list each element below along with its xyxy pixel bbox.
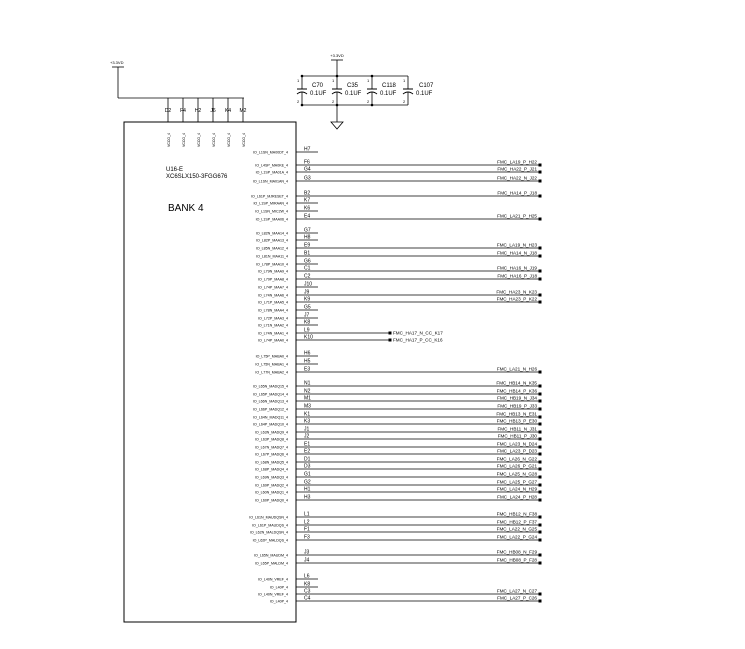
- capacitor-ref: C70: [312, 83, 324, 89]
- pin-ball: K6: [304, 205, 311, 212]
- net-label: FMC_HB13_P_E30: [496, 418, 537, 424]
- capacitor: [297, 75, 327, 107]
- net-label: FMC_LA24_P_H28: [497, 494, 537, 500]
- pin-name: IO_L67N_MADQ7_4: [254, 445, 288, 450]
- net-label: FMC_HB14_N_K35: [496, 380, 537, 386]
- pin-name: IO_L77N_MABA2_4: [255, 370, 288, 375]
- capacitor-ref: C118: [382, 83, 396, 89]
- net-label: FMC_HB08_P_F28: [496, 557, 537, 563]
- io-pin: [255, 558, 542, 566]
- pin-name: IO_L72P_MAA3_4: [258, 316, 288, 321]
- pin-ball: L2: [304, 519, 310, 526]
- vcco-pin-group: [165, 98, 247, 147]
- net-label: FMC_HB12_P_F37: [496, 519, 537, 525]
- pin-name: IO_L68N_MADQ5_4: [254, 460, 288, 465]
- pin-name: IO_L78P_MAA10_4: [256, 262, 288, 267]
- net-label: FMC_LA21_P_H25: [497, 213, 537, 219]
- pin-ball: K9: [304, 296, 311, 303]
- pin-ball: L6: [304, 573, 310, 580]
- chip-part: XC6SLX150-3FGG676: [166, 174, 228, 180]
- pin-ball: E4: [304, 213, 311, 220]
- net-label: FMC_LA19_P_H22: [497, 159, 537, 165]
- io-pin: [258, 320, 318, 328]
- io-pin: [255, 472, 542, 480]
- net-label: FMC_LA27_P_C26: [497, 595, 537, 601]
- io-pin: [255, 487, 542, 495]
- pin-name: IO_L64P_MADQ10_4: [253, 422, 288, 427]
- net-label: FMC_LA21_N_H26: [496, 366, 537, 372]
- pin-name: IO_L75N_MABA1_4: [255, 362, 288, 367]
- pin-name: IO_L71P_MAA5_4: [258, 300, 288, 305]
- vcco-ball: F4: [180, 108, 186, 114]
- pin-name: IO_L79P_MAA8_4: [258, 277, 288, 282]
- pin-ball: K7: [304, 197, 311, 204]
- io-pin: [255, 367, 541, 375]
- pin-ball: D1: [304, 456, 311, 463]
- pin-ball: D3: [304, 463, 311, 470]
- vcco-ball: H2: [194, 108, 202, 114]
- pin-ball: K3: [304, 418, 311, 425]
- net-label: FMC_HB19_P_J33: [497, 403, 537, 409]
- vcco-pin: [210, 98, 216, 147]
- io-pin: [258, 274, 541, 282]
- pin-name: IO_L68P_MADQ4_4: [255, 467, 288, 472]
- vcco-pin: [225, 98, 231, 147]
- io-pin: [253, 147, 318, 155]
- pin-ball: M3: [304, 403, 311, 410]
- capacitor-ref: C35: [347, 83, 359, 89]
- net-label: FMC_HA23_N_K23: [496, 289, 537, 295]
- io-pin: [256, 214, 542, 222]
- pin-name: IO_L71N_MAA2_4: [257, 323, 288, 328]
- net-label: FMC_HA23_P_K22: [496, 296, 537, 302]
- io-pin: [256, 351, 318, 359]
- vcco-pin-name: VCCO_4: [227, 132, 231, 148]
- io-pin: [255, 449, 541, 457]
- io-pin: [255, 359, 318, 367]
- net-label: FMC_HA22_N_J22: [497, 175, 537, 181]
- io-pin: [255, 434, 541, 442]
- pin-name: IO_L81N_MAA11_4: [256, 254, 288, 259]
- capacitor: [367, 75, 397, 107]
- net-label: FMC_HB14_P_K36: [496, 388, 537, 394]
- io-pin: [256, 167, 542, 175]
- net-label: FMC_HA14_P_J18: [497, 190, 537, 196]
- pin-name: IO_L40N_VREF_4: [258, 577, 288, 582]
- pin-name: IO_L40P_4: [269, 585, 288, 590]
- net-label: FMC_HA22_P_J21: [497, 166, 537, 172]
- pin-name: IO_L62P_MALDQS_4: [252, 538, 288, 543]
- io-pin: [253, 198, 318, 206]
- pin-ball: K8: [304, 319, 311, 326]
- capacitor: [332, 75, 362, 107]
- pin-ball: K1: [304, 411, 311, 418]
- pin-ball: H1: [304, 486, 311, 493]
- chip-ref: U16-E: [166, 167, 184, 173]
- vcco-pin-name: VCCO_4: [242, 132, 246, 148]
- cap-supply-label: +3.3VD: [330, 53, 344, 58]
- pin-name: IO_L63N_MADQ9_4: [254, 430, 288, 435]
- net-label: FMC_LA26_N_G22: [496, 456, 537, 462]
- io-pin: [254, 550, 541, 558]
- pin-ball: B1: [304, 250, 311, 257]
- net-label: FMC_LA22_N_G25: [496, 526, 537, 532]
- capacitor-value: 0.1UF: [416, 91, 433, 97]
- pin-ball: C3: [304, 588, 311, 595]
- pin-ball: H8: [304, 234, 311, 241]
- net-label: FMC_HB12_N_F38: [496, 511, 537, 517]
- pin-name: IO_L1SN_MA00DT_4: [253, 150, 288, 155]
- pin-name: IO_L67P_MADQ6_4: [255, 452, 288, 457]
- io-pin: [249, 512, 541, 520]
- io-pin: [256, 251, 541, 259]
- pin-name: IO_L1SP_MAA06_4: [255, 217, 288, 222]
- pin-ball: H6: [304, 350, 311, 357]
- pin-name: IO_L65N_MAUDM_4: [254, 553, 288, 558]
- net-label: FMC_HA17_P_CC_K16: [393, 337, 443, 343]
- io-pin: [255, 206, 318, 214]
- pin-name: IO_L4SP_MA0KE_4: [255, 163, 288, 168]
- pin-ball: J2: [304, 433, 310, 440]
- io-pin: [258, 328, 443, 336]
- ground-icon: [331, 122, 343, 129]
- net-label: FMC_HA14_N_J18: [497, 250, 537, 256]
- capacitor-value: 0.1UF: [380, 91, 397, 97]
- pin-name: IO_L1SP_MIRAAN_4: [253, 201, 288, 206]
- net-label: FMC_HB08_N_F29: [496, 549, 537, 555]
- capacitor-pin-top: 1: [403, 78, 406, 83]
- net-label: FMC_HA16_P_J18: [497, 273, 537, 279]
- io-pin: [250, 527, 542, 535]
- net-label: FMC_HB13_N_E31: [496, 411, 537, 417]
- pin-ball: E2: [304, 448, 311, 455]
- pin-name: IO_L40N_VREF_4: [258, 592, 288, 597]
- pin-ball: C2: [304, 273, 311, 280]
- net-label: FMC_LA25_N_G28: [496, 471, 537, 477]
- net-label: FMC_LA22_P_G24: [496, 534, 537, 540]
- io-pin: [258, 574, 318, 582]
- pin-ball: E9: [304, 242, 311, 249]
- pin-ball: H3: [304, 494, 311, 501]
- pin-ball: F6: [304, 159, 310, 166]
- pin-name: IO_L61P_MJRESET_4: [251, 194, 288, 199]
- pin-ball: N1: [304, 380, 311, 387]
- pin-name: IO_L1SN_MIC2W_4: [255, 209, 288, 214]
- pin-ball: E1: [304, 441, 311, 448]
- io-pin: [258, 305, 318, 313]
- io-pin: [258, 297, 541, 305]
- pin-name: IO_L82N_MAA14_4: [255, 231, 288, 236]
- pin-ball: C1: [304, 265, 311, 272]
- pin-ball: G3: [304, 175, 311, 182]
- pin-ball: K10: [304, 334, 313, 341]
- pin-name: IO_L66N_MADQ13_4: [252, 399, 288, 404]
- io-pin: [270, 582, 318, 590]
- pin-name: IO_L75P_MABA0_4: [255, 354, 288, 359]
- vcco-pin: [240, 98, 247, 147]
- io-pin: [270, 596, 542, 604]
- net-label: FMC_LA26_P_G21: [496, 463, 537, 469]
- decoupling-capacitors: [297, 53, 434, 129]
- pin-ball: J4: [304, 557, 310, 564]
- capacitor-value: 0.1UF: [345, 91, 362, 97]
- pin-name: IO_L74N_MAA1_4: [257, 331, 288, 336]
- pin-ball: B2: [304, 190, 311, 197]
- vcco-ball: K4: [224, 108, 232, 114]
- pin-name: IO_L62N_MALDQSN_4: [249, 530, 288, 535]
- pin-name: IO_L65P_MADQ14_4: [253, 392, 288, 397]
- capacitor-pin-bottom: 2: [297, 99, 300, 104]
- capacitor-pin-bottom: 2: [403, 99, 406, 104]
- vcco-pin: [180, 98, 186, 147]
- io-pin: [258, 266, 542, 274]
- pin-ball: J9: [304, 289, 310, 296]
- pin-name: IO_L61P_MAUDQS_4: [252, 523, 288, 528]
- vcco-ball: J6: [210, 108, 216, 114]
- pin-name: IO_L64N_MADQ11_4: [253, 415, 288, 420]
- capacitor-ref: C107: [419, 83, 434, 89]
- pin-ball: K8: [304, 581, 311, 588]
- net-label: FMC_LA23_N_D24: [496, 441, 537, 447]
- net-label: FMC_LA27_N_C27: [496, 588, 537, 594]
- pin-ball: C4: [304, 595, 311, 602]
- pin-ball: L1: [304, 511, 310, 518]
- capacitor-pin-bottom: 2: [367, 99, 370, 104]
- io-pin: [255, 464, 541, 472]
- io-pin: [258, 282, 318, 290]
- pin-ball: J7: [304, 312, 310, 319]
- pin-name: IO_L60N_MADQ1_4: [254, 490, 288, 495]
- pin-name: IO_L74P_MAA0_4: [258, 338, 288, 343]
- io-pin: [258, 335, 443, 343]
- pin-ball: L9: [304, 327, 310, 334]
- pin-ball: N2: [304, 388, 311, 395]
- net-label: FMC_LA25_P_G27: [496, 479, 537, 485]
- pin-name: IO_L66P_MADQ12_4: [253, 407, 288, 412]
- io-pin: [255, 495, 541, 503]
- pin-name: IO_L69N_MADQ3_4: [254, 475, 288, 480]
- pin-name: IO_L79N_MAA9_4: [257, 269, 288, 274]
- capacitor-pin-bottom: 2: [332, 99, 335, 104]
- pin-ball: F1: [304, 526, 310, 533]
- pin-ball: G5: [304, 304, 311, 311]
- pin-name: IO_L78N_MAA4_4: [257, 308, 288, 313]
- pin-ball: J1: [304, 426, 310, 433]
- vcco-pin-name: VCCO_4: [167, 132, 171, 148]
- io-pin-list: [249, 147, 541, 604]
- pin-name: IO_L65P_MALDM_4: [254, 561, 288, 566]
- left-supply-label: +3.3VD: [110, 60, 124, 65]
- vcco-ball: D2: [164, 108, 172, 114]
- pin-name: IO_L61N_MAUDQSN_4: [249, 515, 288, 520]
- capacitor: [403, 76, 434, 105]
- pin-name: IO_L60P_MADQ0_4: [255, 498, 288, 503]
- pin-ball: F3: [304, 534, 310, 541]
- pin-ball: G7: [304, 227, 311, 234]
- pin-name: IO_L82P_MAA13_4: [256, 238, 288, 243]
- io-pin: [256, 243, 542, 251]
- pin-name: IO_L65N_MADQ15_4: [252, 384, 288, 389]
- vcco-pin: [195, 98, 202, 147]
- vcco-pin-name: VCCO_4: [212, 132, 216, 148]
- capacitor-value: 0.1UF: [310, 91, 327, 97]
- pin-ball: E3: [304, 366, 311, 373]
- capacitor-pin-top: 1: [332, 78, 335, 83]
- net-label: FMC_LA24_N_H29: [496, 486, 537, 492]
- io-pin: [256, 235, 318, 243]
- pin-name: IO_L40P_4: [269, 599, 288, 604]
- pin-ball: H5: [304, 358, 311, 365]
- pin-name: IO_L69P_MADQ2_4: [255, 483, 288, 488]
- pin-ball: M1: [304, 395, 311, 402]
- pin-name: IO_L1SN_MA01AN_4: [252, 179, 288, 184]
- pin-name: IO_L85N_MAA12_4: [255, 246, 288, 251]
- pin-name: IO_L74N_MAA6_4: [257, 293, 288, 298]
- pin-name: IO_L1SP_MA01A_4: [255, 170, 288, 175]
- capacitor-pin-top: 1: [297, 78, 300, 83]
- vcco-pin-name: VCCO_4: [182, 132, 186, 148]
- pin-ball: G6: [304, 258, 311, 265]
- vcco-pin-name: VCCO_4: [197, 132, 201, 148]
- net-label: FMC_HB11_N_J31: [497, 426, 537, 432]
- io-pin: [251, 191, 541, 199]
- vcco-pin: [165, 98, 172, 147]
- pin-name: IO_L74P_MAA7_4: [258, 285, 288, 290]
- pin-ball: H7: [304, 146, 311, 153]
- net-label: FMC_HA17_N_CC_K17: [393, 330, 443, 336]
- pin-ball: G1: [304, 471, 311, 478]
- pin-ball: G4: [304, 166, 311, 173]
- pin-ball: J3: [304, 549, 310, 556]
- left-supply: [110, 60, 244, 98]
- capacitor-pin-top: 1: [367, 78, 370, 83]
- pin-ball: J10: [304, 281, 313, 288]
- net-label: FMC_HB11_P_J30: [497, 433, 537, 439]
- chip-bank: BANK 4: [168, 203, 204, 214]
- net-label: FMC_HA16_N_J19: [497, 265, 537, 271]
- vcco-ball: M2: [239, 108, 247, 114]
- net-label: FMC_LA19_N_H23: [496, 242, 537, 248]
- net-label: FMC_HB19_N_J34: [497, 395, 537, 401]
- pin-name: IO_L63P_MADQ8_4: [255, 437, 288, 442]
- pin-ball: G2: [304, 479, 311, 486]
- net-label: FMC_LA23_P_D23: [497, 448, 537, 454]
